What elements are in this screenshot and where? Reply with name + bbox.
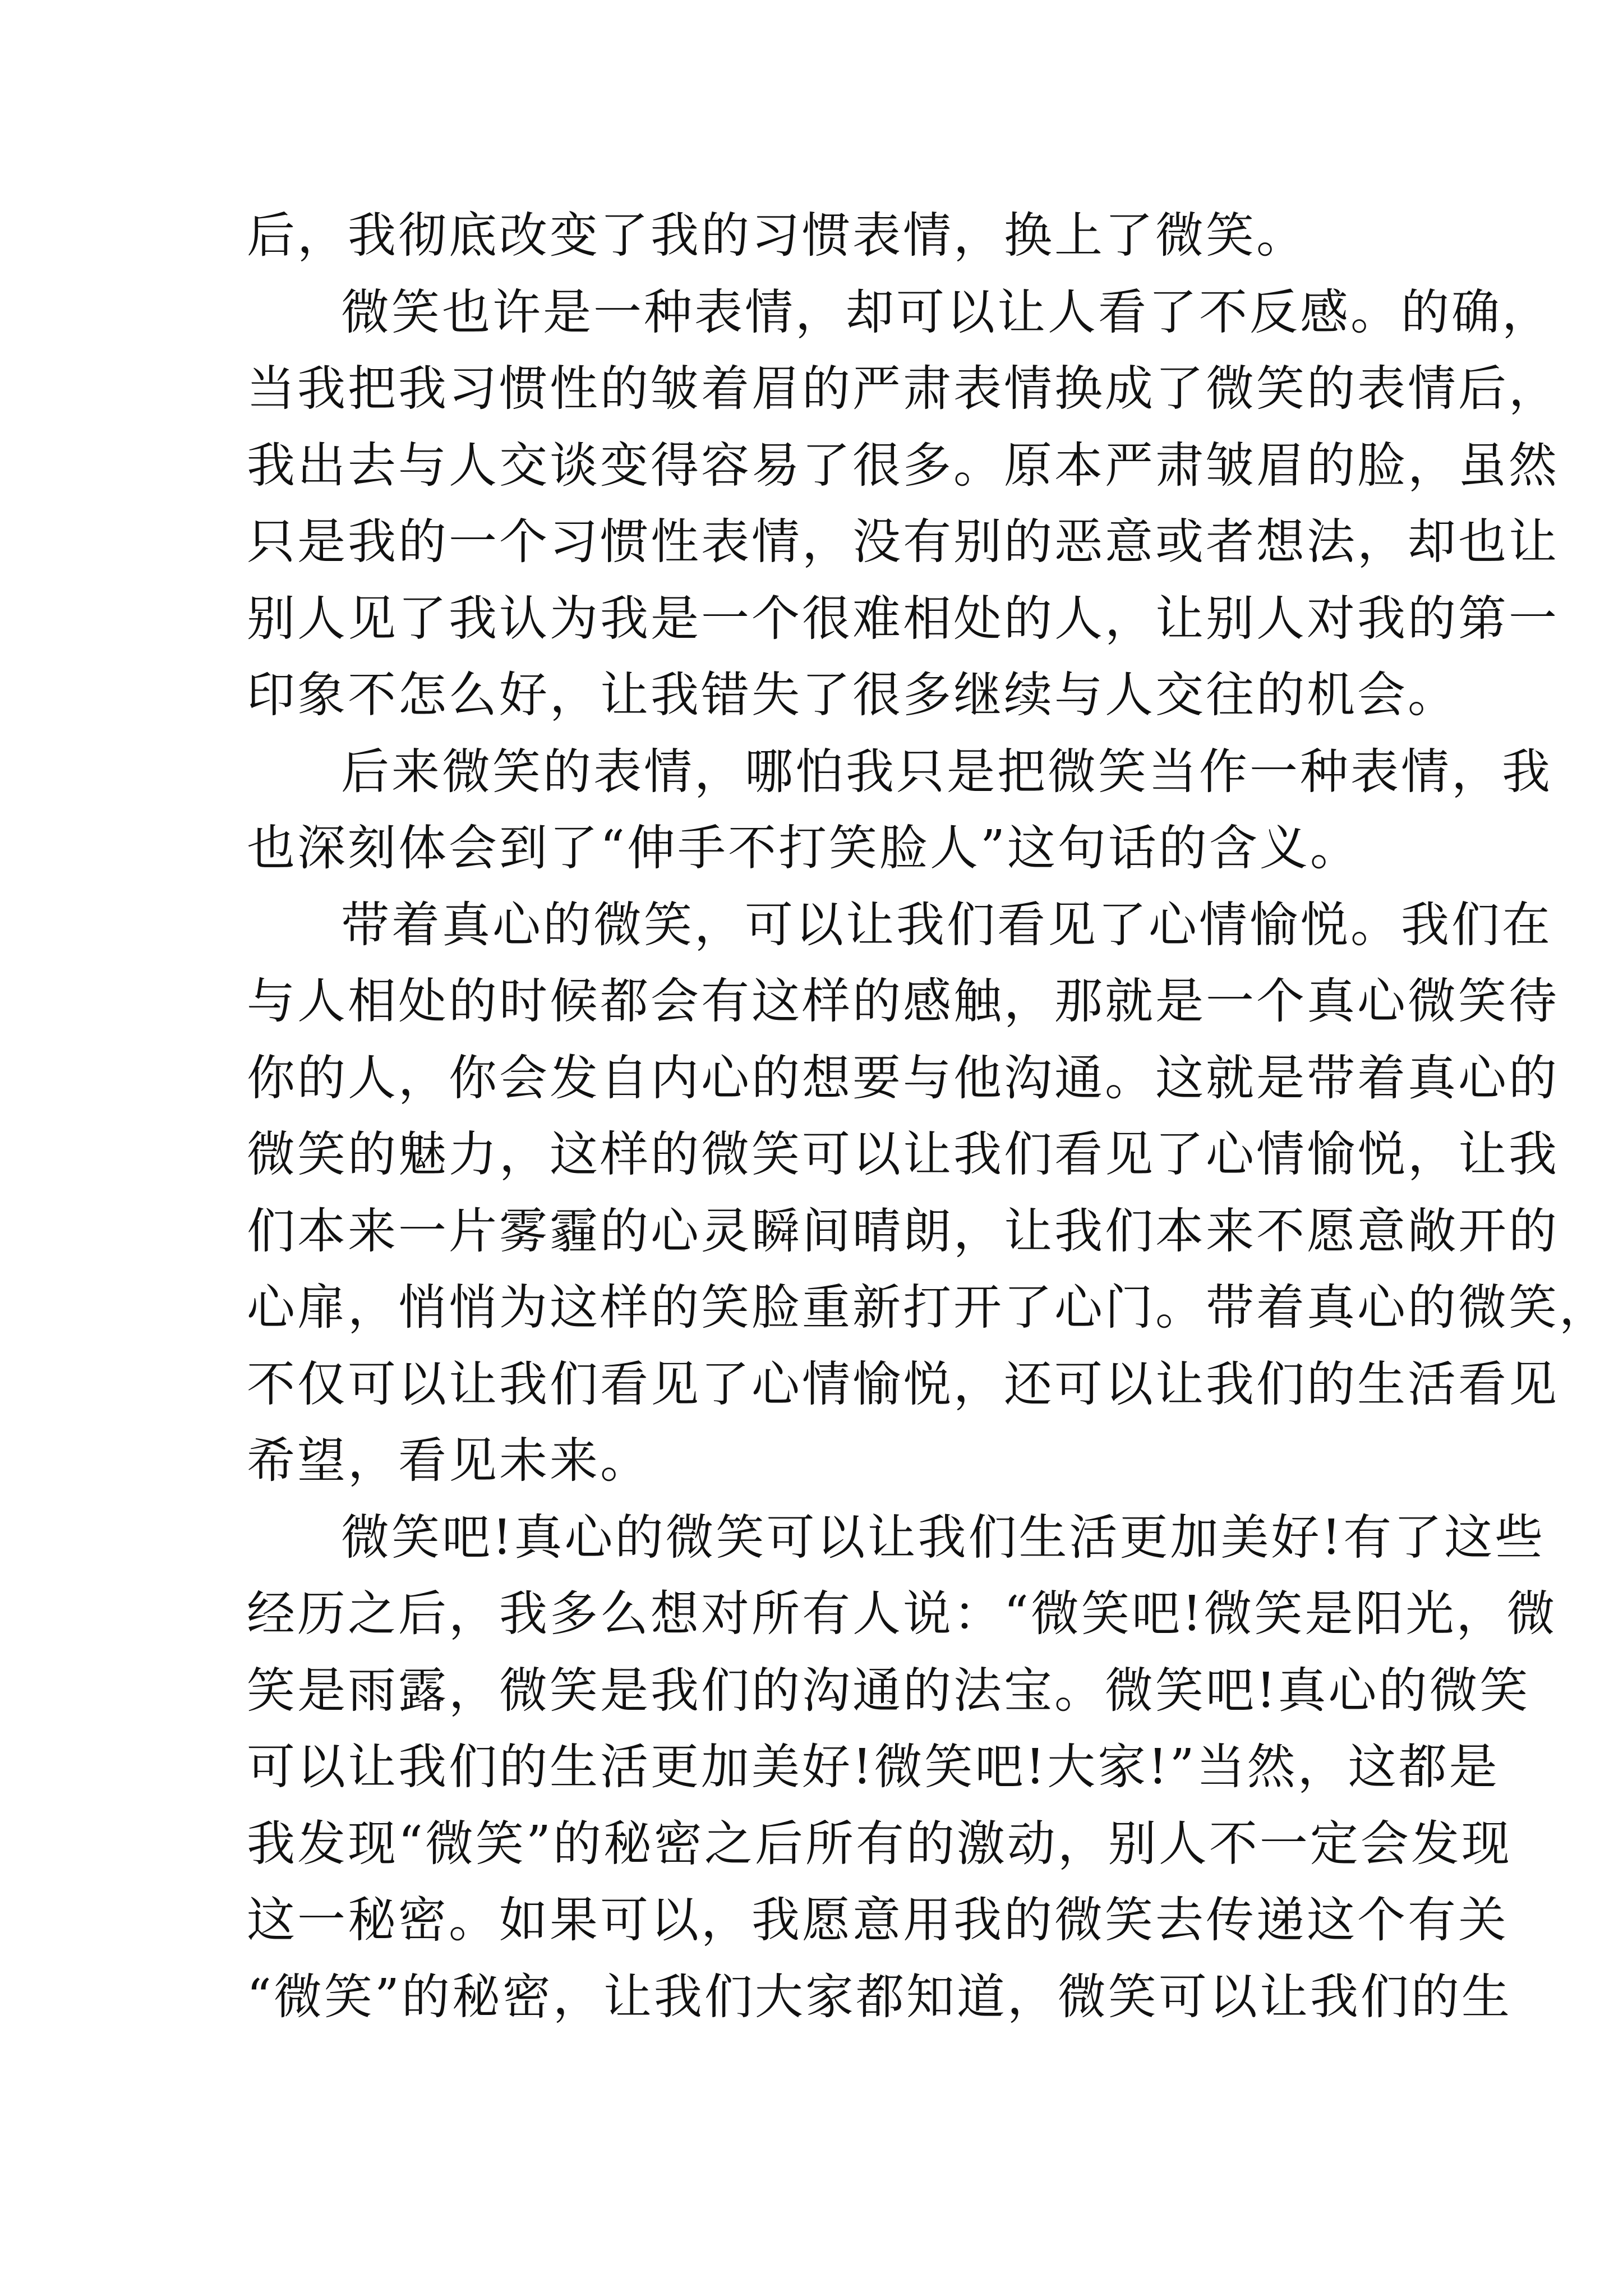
text-line: 印象不怎么好，让我错失了很多继续与人交往的机会。 <box>247 667 1458 723</box>
text-line: 微笑吧!真心的微笑可以让我们生活更加美好!有了这些 <box>341 1509 1546 1566</box>
text-line: 心扉，悄悄为这样的笑脸重新打开了心门。带着真心的微笑， <box>247 1280 1610 1336</box>
text-line: 别人见了我认为我是一个很难相处的人，让别人对我的第一 <box>247 590 1559 647</box>
text-line: 微笑也许是一种表情，却可以让人看了不反感。的确， <box>341 284 1552 341</box>
text-line: 带着真心的微笑，可以让我们看见了心情愉悦。我们在 <box>341 896 1552 953</box>
text-line: “微笑”的秘密，让我们大家都知道，微笑可以让我们的生 <box>247 1968 1512 2025</box>
text-line: 后，我彻底改变了我的习惯表情，换上了微笑。 <box>247 208 1307 264</box>
text-line: 我出去与人交谈变得容易了很多。原本严肃皱眉的脸，虽然 <box>247 437 1559 494</box>
text-line: 你的人，你会发自内心的想要与他沟通。这就是带着真心的 <box>247 1050 1559 1106</box>
text-line: 与人相处的时候都会有这样的感触，那就是一个真心微笑待 <box>247 973 1559 1029</box>
text-line: 当我把我习惯性的皱着眉的严肃表情换成了微笑的表情后， <box>247 361 1559 417</box>
text-line: 我发现“微笑”的秘密之后所有的激动，别人不一定会发现 <box>247 1815 1512 1872</box>
text-line: 可以让我们的生活更加美好!微笑吧!大家!”当然，这都是 <box>247 1739 1500 1795</box>
document-body <box>247 197 1610 2035</box>
text-line: 也深刻体会到了“伸手不打笑脸人”这句话的含义。 <box>247 820 1361 876</box>
text-line: 们本来一片雾霾的心灵瞬间晴朗，让我们本来不愿意敞开的 <box>247 1203 1559 1259</box>
text-line: 这一秘密。如果可以，我愿意用我的微笑去传递这个有关 <box>247 1892 1509 1948</box>
text-line: 笑是雨露，微笑是我们的沟通的法宝。微笑吧!真心的微笑 <box>247 1662 1530 1719</box>
text-line: 经历之后，我多么想对所有人说：“微笑吧!微笑是阳光，微 <box>247 1586 1557 1642</box>
text-line: 只是我的一个习惯性表情，没有别的恶意或者想法，却也让 <box>247 514 1559 570</box>
text-line: 微笑的魅力，这样的微笑可以让我们看见了心情愉悦，让我 <box>247 1126 1559 1182</box>
text-line: 不仅可以让我们看见了心情愉悦，还可以让我们的生活看见 <box>247 1356 1559 1412</box>
text-line: 希望，看见未来。 <box>247 1433 651 1489</box>
text-line: 后来微笑的表情，哪怕我只是把微笑当作一种表情，我 <box>341 743 1552 800</box>
